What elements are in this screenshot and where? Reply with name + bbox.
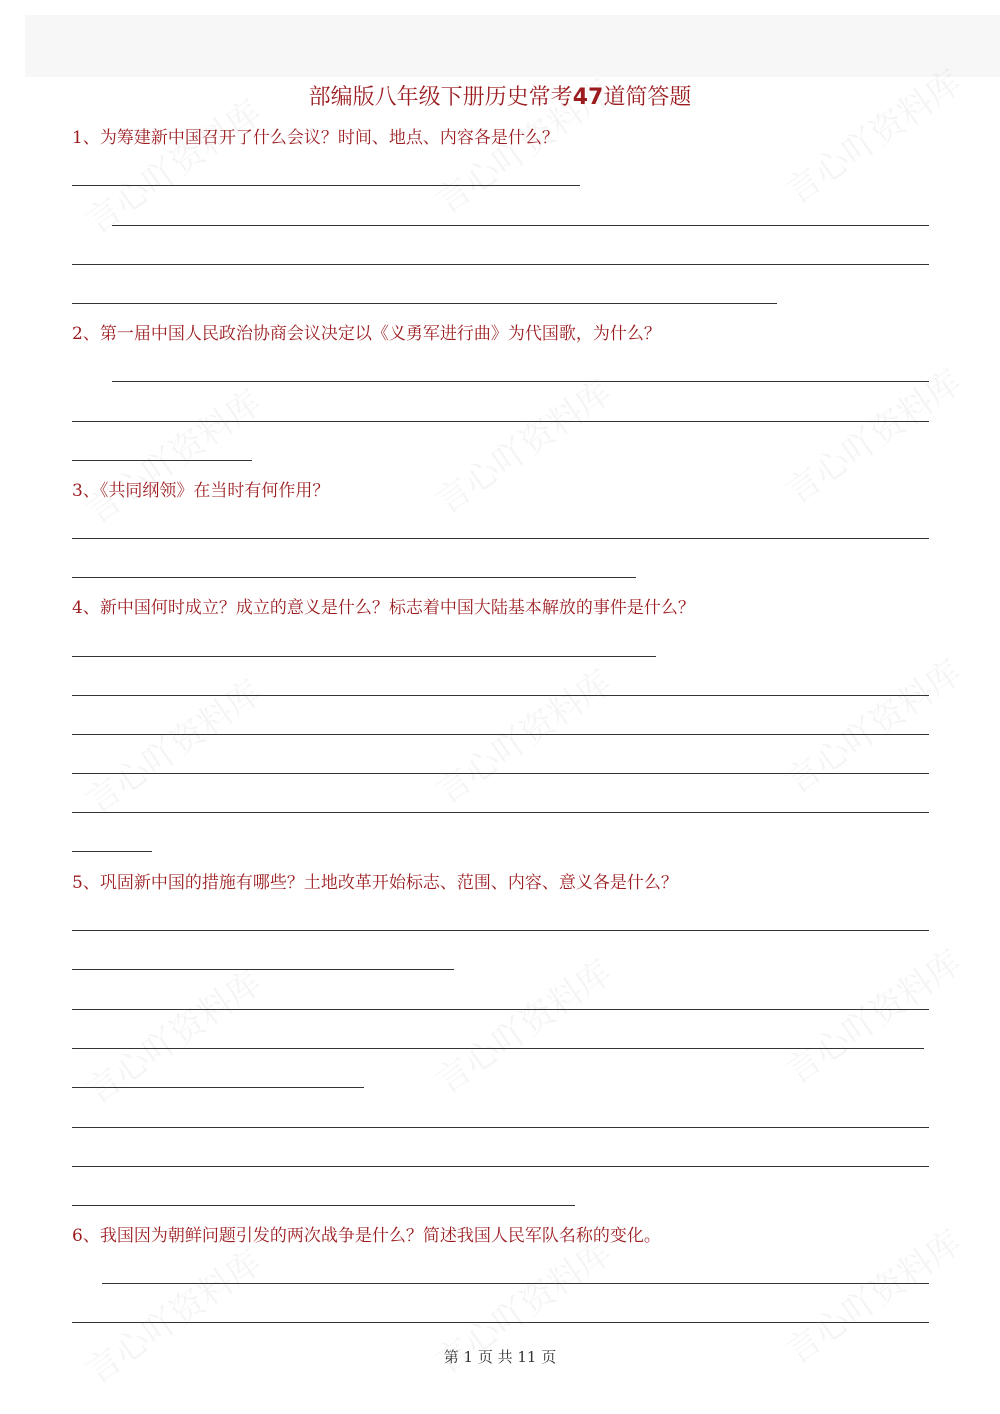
answer-line[interactable] bbox=[102, 1283, 929, 1284]
answer-line[interactable] bbox=[112, 381, 929, 382]
answer-line[interactable] bbox=[72, 1322, 929, 1323]
answer-line[interactable] bbox=[72, 538, 929, 539]
watermark bbox=[74, 1236, 269, 1393]
question-2: 2、第一届中国人民政治协商会议决定以《义勇军进行曲》为代国歌，为什么？ bbox=[72, 324, 661, 344]
watermark bbox=[74, 956, 269, 1113]
answer-line[interactable] bbox=[72, 421, 929, 422]
question-5: 5、巩固新中国的措施有哪些？土地改革开始标志、范围、内容、意义各是什么？ bbox=[72, 873, 678, 893]
page-number-footer: 第 1 页 共 11 页 bbox=[443, 1348, 557, 1366]
answer-line[interactable] bbox=[72, 460, 252, 461]
title-number: 47 bbox=[572, 85, 604, 110]
answer-line[interactable] bbox=[72, 773, 929, 774]
watermark bbox=[774, 936, 969, 1093]
answer-line[interactable] bbox=[72, 656, 656, 657]
answer-line[interactable] bbox=[72, 734, 929, 735]
watermark bbox=[74, 666, 269, 823]
answer-line[interactable] bbox=[72, 930, 929, 931]
question-1: 1、为筹建新中国召开了什么会议？时间、地点、内容各是什么？ bbox=[72, 128, 559, 148]
answer-line[interactable] bbox=[72, 1009, 929, 1010]
title-suffix: 道简答题 bbox=[603, 85, 692, 110]
answer-line[interactable] bbox=[72, 264, 929, 265]
watermark bbox=[74, 376, 269, 533]
answer-line[interactable] bbox=[72, 303, 777, 304]
answer-line[interactable] bbox=[72, 577, 636, 578]
watermark bbox=[774, 646, 969, 803]
answer-line[interactable] bbox=[72, 1048, 924, 1049]
answer-line[interactable] bbox=[72, 851, 152, 852]
header-band bbox=[25, 15, 1000, 77]
question-6: 6、我国因为朝鲜问题引发的两次战争是什么？简述我国人民军队名称的变化。 bbox=[72, 1226, 661, 1246]
answer-line[interactable] bbox=[72, 1205, 575, 1206]
answer-line[interactable] bbox=[72, 969, 454, 970]
answer-line[interactable] bbox=[72, 695, 929, 696]
answer-line[interactable] bbox=[112, 225, 929, 226]
answer-line[interactable] bbox=[72, 1127, 929, 1128]
answer-line[interactable] bbox=[72, 185, 580, 186]
answer-line[interactable] bbox=[72, 1166, 929, 1167]
watermark bbox=[424, 366, 619, 523]
question-3: 3、《共同纲领》在当时有何作用？ bbox=[72, 481, 330, 501]
watermark bbox=[774, 56, 969, 213]
answer-line[interactable] bbox=[72, 1087, 364, 1088]
page-title bbox=[0, 83, 1000, 113]
question-4: 4、新中国何时成立？成立的意义是什么？标志着中国大陆基本解放的事件是什么？ bbox=[72, 598, 695, 618]
answer-line[interactable] bbox=[72, 812, 929, 813]
watermark bbox=[774, 356, 969, 513]
title-prefix: 部编版八年级下册历史常考 bbox=[308, 85, 573, 110]
